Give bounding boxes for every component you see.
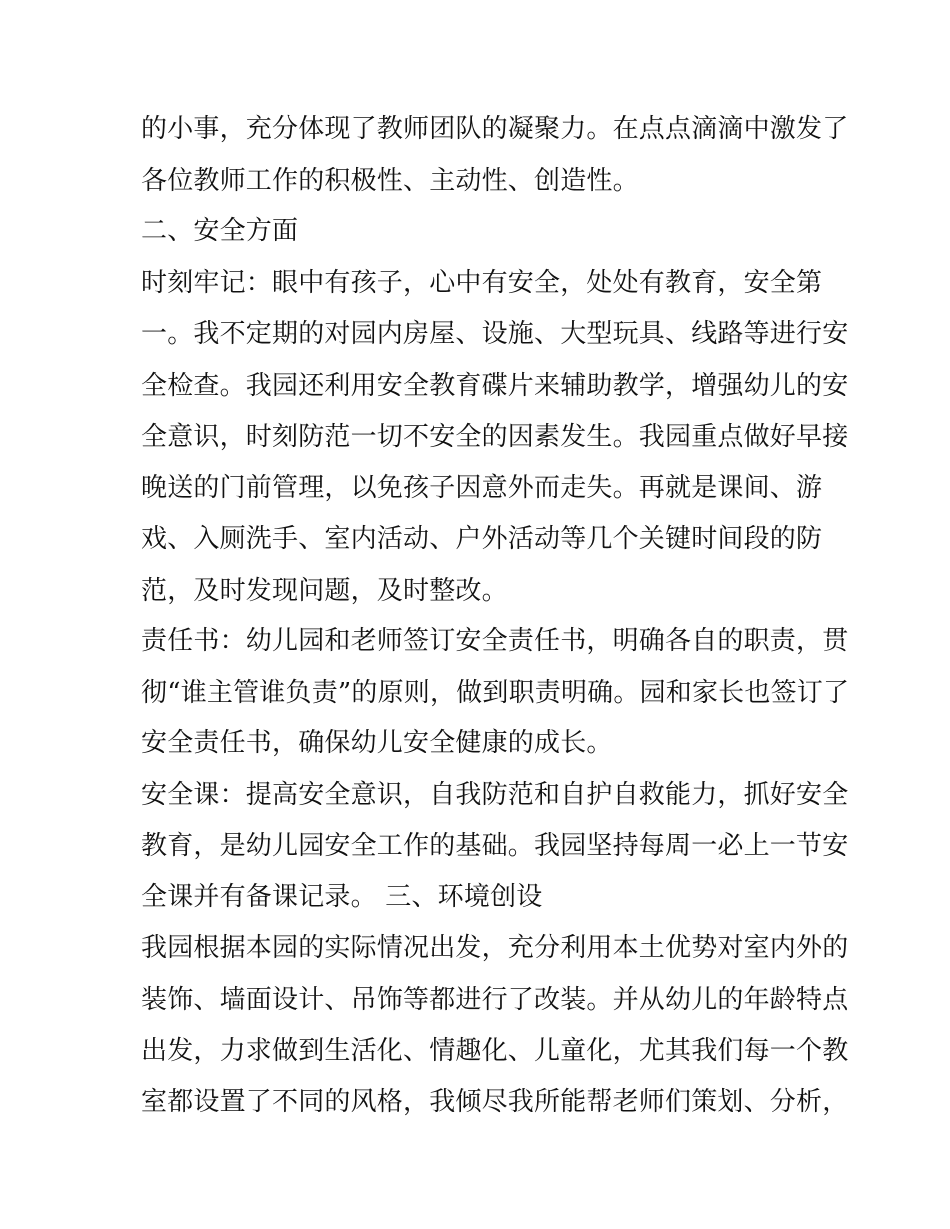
text-line: 全检查。我园还利用安全教育碟片来辅助教学，增强幼儿的安: [141, 371, 849, 401]
text-line: 安全课：提高安全意识，自我防范和自护自救能力，抓好安全: [141, 780, 849, 810]
text-line: 教育，是幼儿园安全工作的基础。我园坚持每周一必上一节安: [141, 831, 849, 861]
text-line: 各位教师工作的积极性、主动性、创造性。: [141, 166, 639, 196]
text-line: 我园根据本园的实际情况出发，充分利用本土优势对室内外的: [141, 933, 849, 963]
text-line: 全意识，时刻防范一切不安全的因素发生。我园重点做好早接: [141, 422, 849, 452]
text-line: 一。我不定期的对园内房屋、设施、大型玩具、线路等进行安: [141, 319, 849, 349]
text-line: 安全责任书，确保幼儿安全健康的成长。: [141, 728, 613, 758]
text-line: 彻“谁主管谁负责”的原则，做到职责明确。园和家长也签订了: [141, 678, 850, 708]
text-line: 的小事，充分体现了教师团队的凝聚力。在点点滴滴中激发了: [141, 114, 849, 144]
text-line: 责任书：幼儿园和老师签订安全责任书，明确各自的职责，贯: [141, 626, 849, 656]
text-line: 戏、入厕洗手、室内活动、户外活动等几个关键时间段的防: [141, 524, 823, 554]
text-line: 时刻牢记：眼中有孩子，心中有安全，处处有教育，安全第: [141, 268, 823, 298]
text-line: 装饰、墙面设计、吊饰等都进行了改装。并从幼儿的年龄特点: [141, 985, 849, 1015]
section-heading-safety: 二、安全方面: [141, 216, 299, 246]
text-line-with-section-heading: 全课并有备课记录。 三、环境创设: [141, 882, 543, 912]
text-line: 室都设置了不同的风格，我倾尽我所能帮老师们策划、分析，: [141, 1087, 849, 1117]
text-line: 晚送的门前管理，以免孩子因意外而走失。再就是课间、游: [141, 473, 823, 503]
text-line: 范，及时发现问题，及时整改。: [141, 576, 508, 606]
text-line: 出发，力求做到生活化、情趣化、儿童化，尤其我们每一个教: [141, 1036, 849, 1066]
